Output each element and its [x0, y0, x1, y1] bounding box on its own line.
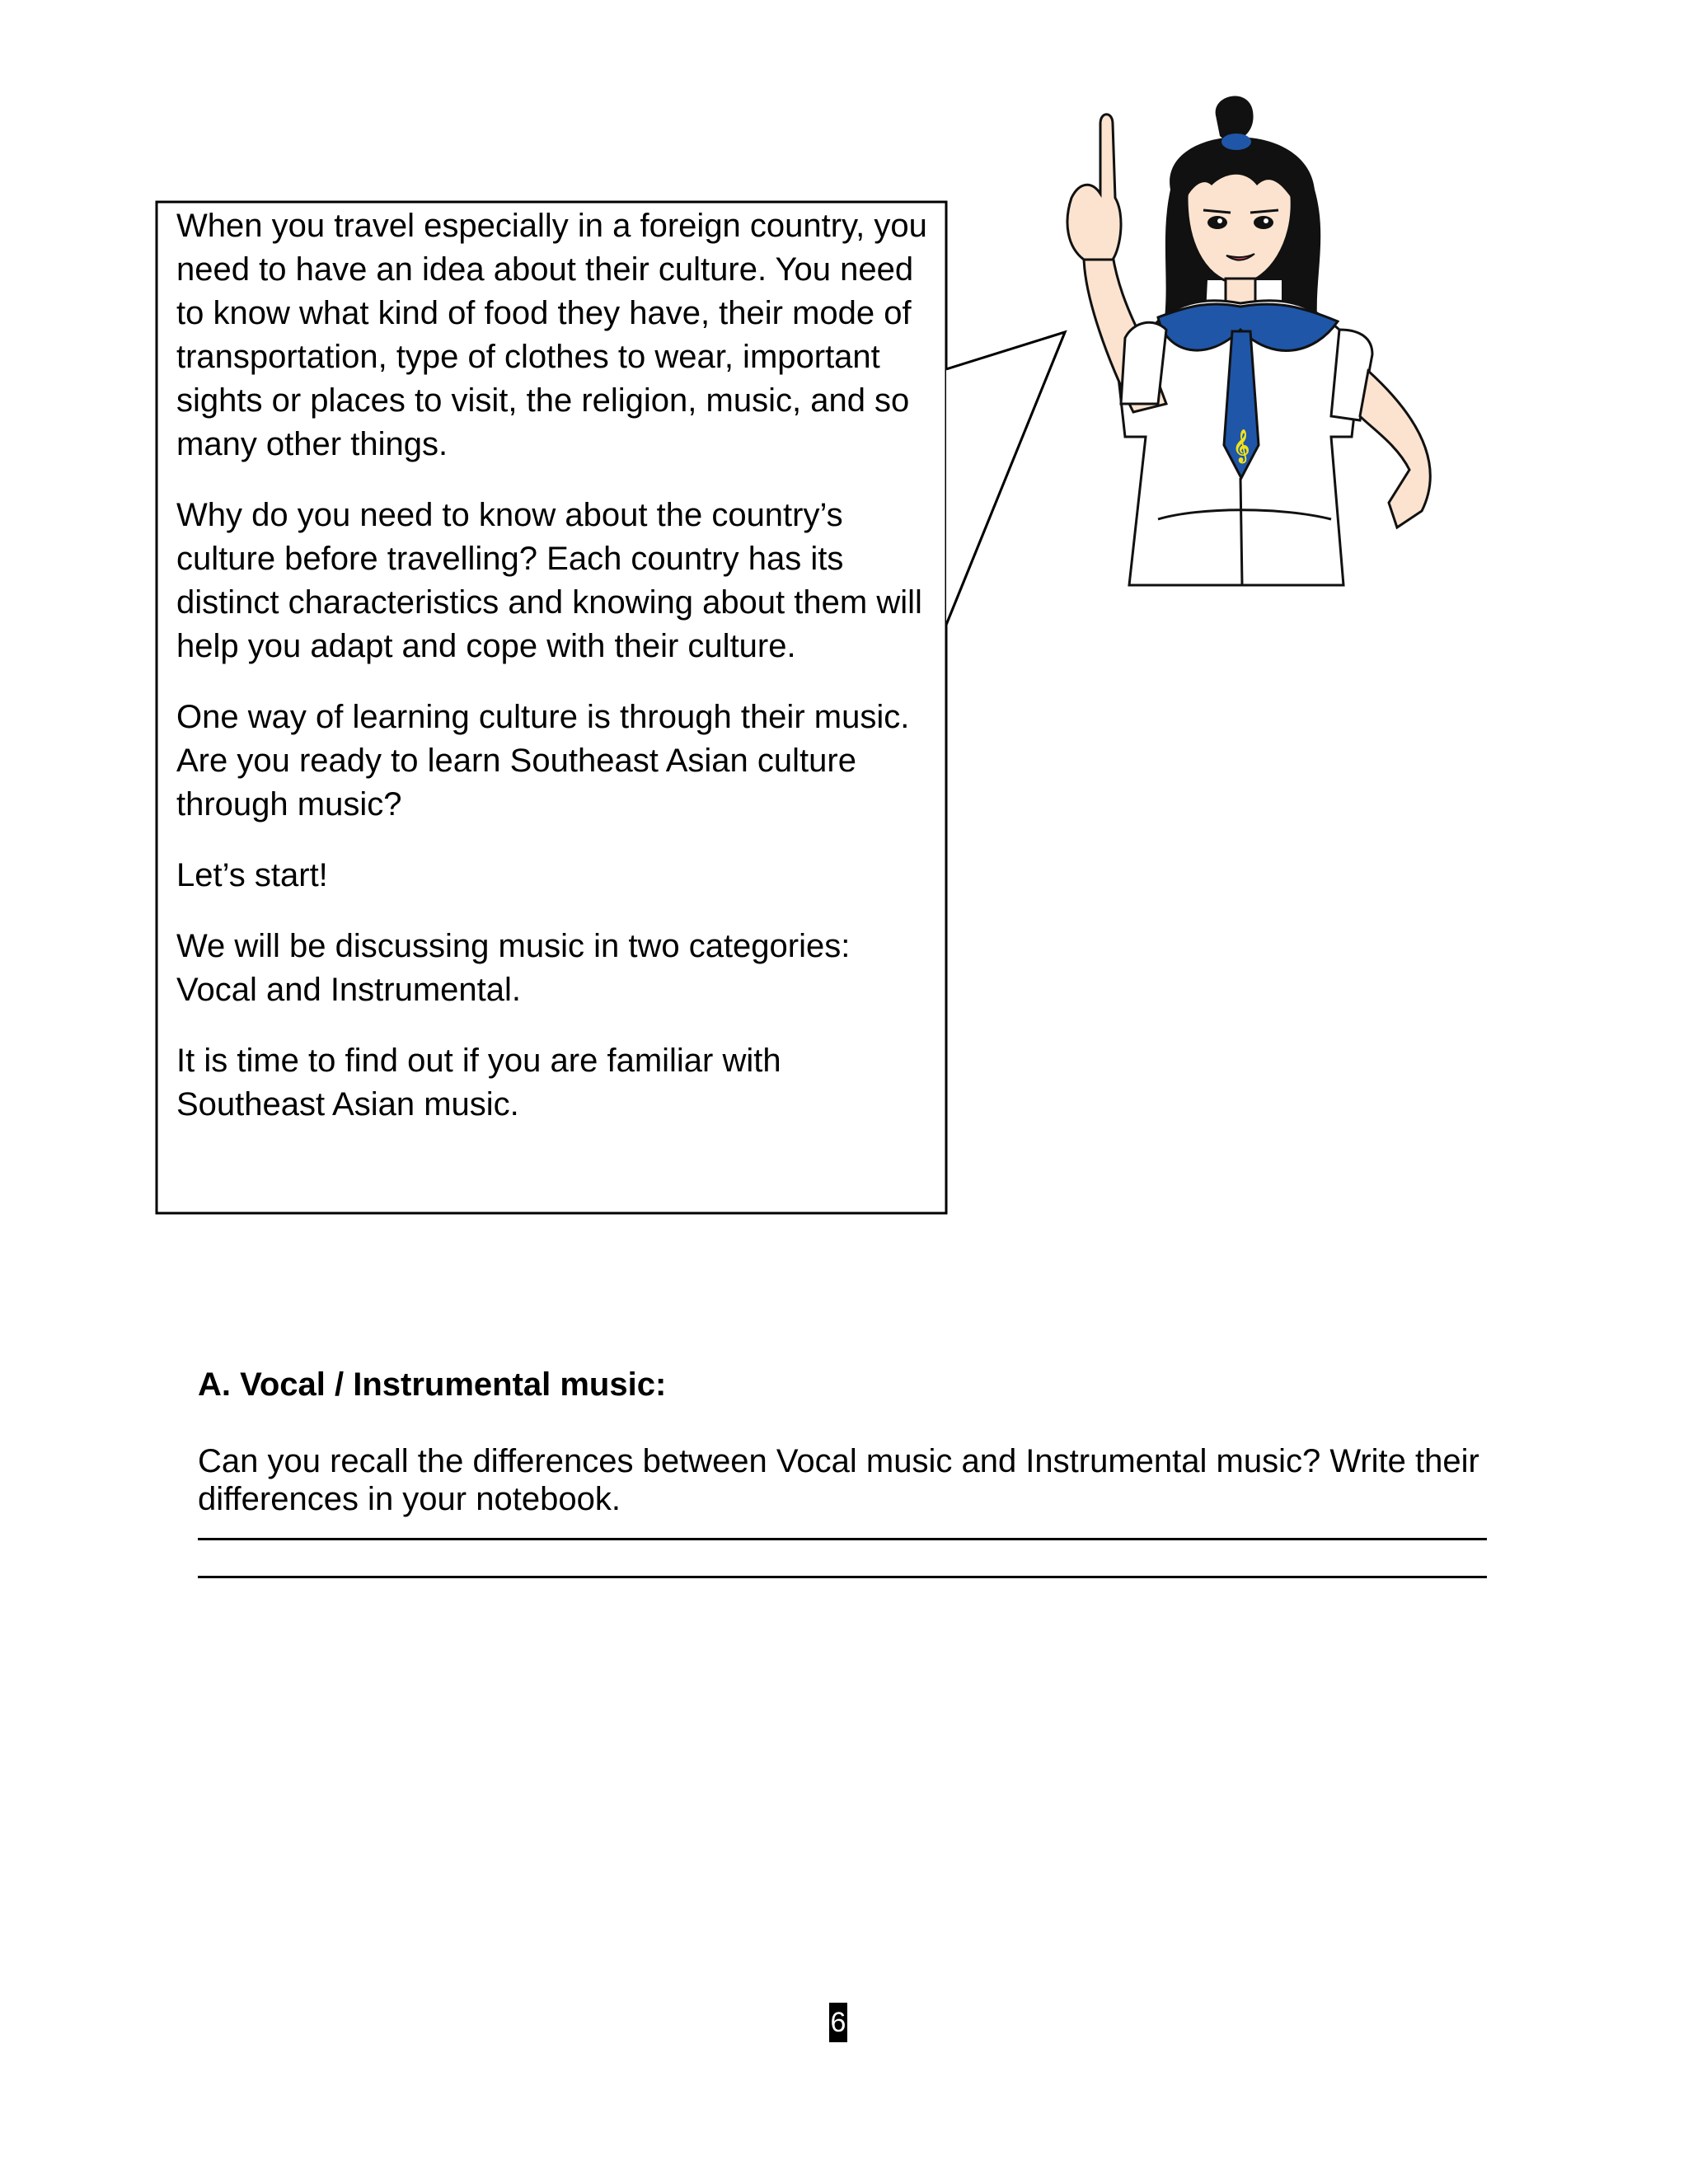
bubble-paragraph-3: One way of learning culture is through their music. Are you ready to learn Southeast Asian culture through music? [176, 699, 910, 823]
bubble-paragraph-6: It is time to find out if you are familiar with Southeast Asian music. [176, 1043, 781, 1122]
bubble-paragraph-5: We will be discussing music in two categories: Vocal and Instrumental. [176, 928, 851, 1008]
bubble-paragraph-1: When you travel especially in a foreign country, you need to have an idea about their culture. You need to know what kind of food they have, their mode of transportation, type of clothes to wear, important sights or places to visit, the religion, music, and so many other things. [176, 208, 927, 462]
section-instructions: Can you recall the differences between Vocal music and Instrumental music? Write their differences in your notebook. [198, 1443, 1479, 1517]
answer-line-2[interactable] [198, 1576, 1487, 1578]
svg-text:𝄞: 𝄞 [1232, 429, 1250, 462]
bubble-paragraph-4: Let’s start! [176, 857, 328, 893]
page-number: 6 [829, 2003, 847, 2042]
bubble-paragraph-2: Why do you need to know about the country’s culture before travelling? Each country has its distinct characteristics and knowing about them will help you adapt and cope with their culture. [176, 497, 922, 664]
answer-line-1[interactable] [198, 1538, 1487, 1540]
student-character-illustration [1034, 91, 1479, 602]
section-title: A. Vocal / Instrumental music: [198, 1366, 667, 1403]
speech-bubble-text [176, 204, 935, 1154]
